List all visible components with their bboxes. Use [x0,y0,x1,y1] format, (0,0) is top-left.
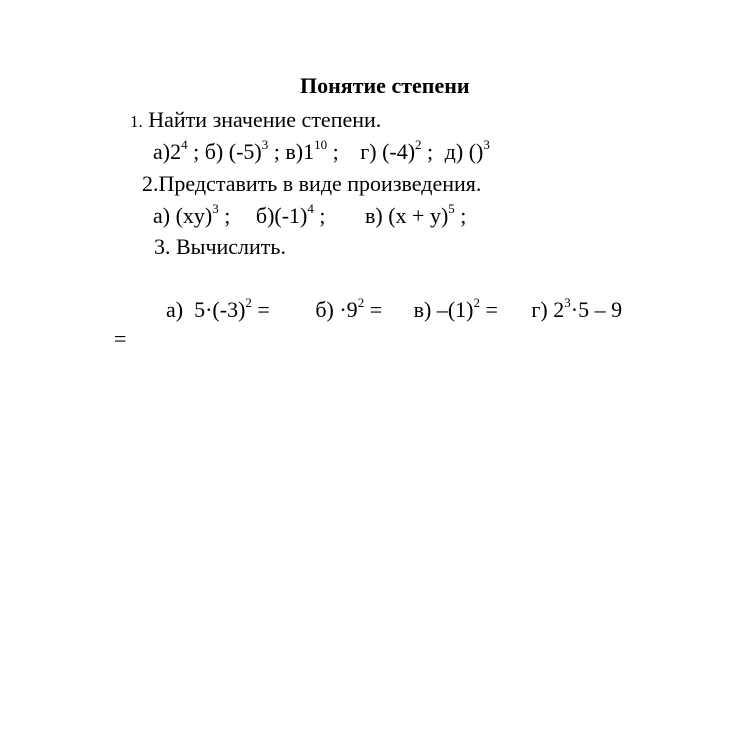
task1-number: 1. [130,112,143,131]
task3-item-b: $б) \cdot 9^2$ = [315,294,383,322]
task2-item-c: в) $(x + y)^5$ ; [365,200,467,228]
task2-item-a: а) (xy)$^3$ ; [153,200,231,228]
task1-text: Найти значение степени. [148,107,382,132]
task3-heading: 3. Вычислить. [154,234,286,259]
task1-items [153,136,490,165]
task3-item-a: а) $5\cdot(-3)^2$ = [166,294,270,322]
page-title: Понятие степени [300,73,470,98]
task1-item-b: б) $(-5)^3$ ; [204,136,280,164]
task2-items [153,200,467,229]
task1-item-e: д) ()$^3$ [444,136,490,164]
task1-item-d: г) $(-4)^2$ ; [360,136,434,164]
task3-item-c: в) $-(1)^2$ = [413,294,498,322]
task1-item-a: $а)2^4$ ; [153,136,200,164]
task3-item-d: г) $2^3\cdot 5 - 9$ [531,294,623,322]
task1-heading [130,107,381,135]
task1-item-c: $в)1^{10}$ ; [285,136,339,164]
task2-heading: 2.Представить в виде произведения. [142,171,482,196]
task2-item-b: $б)(-1)^4$ ; [255,200,326,228]
task3-items [166,294,623,323]
task3-wrap-equals: = [114,326,127,351]
